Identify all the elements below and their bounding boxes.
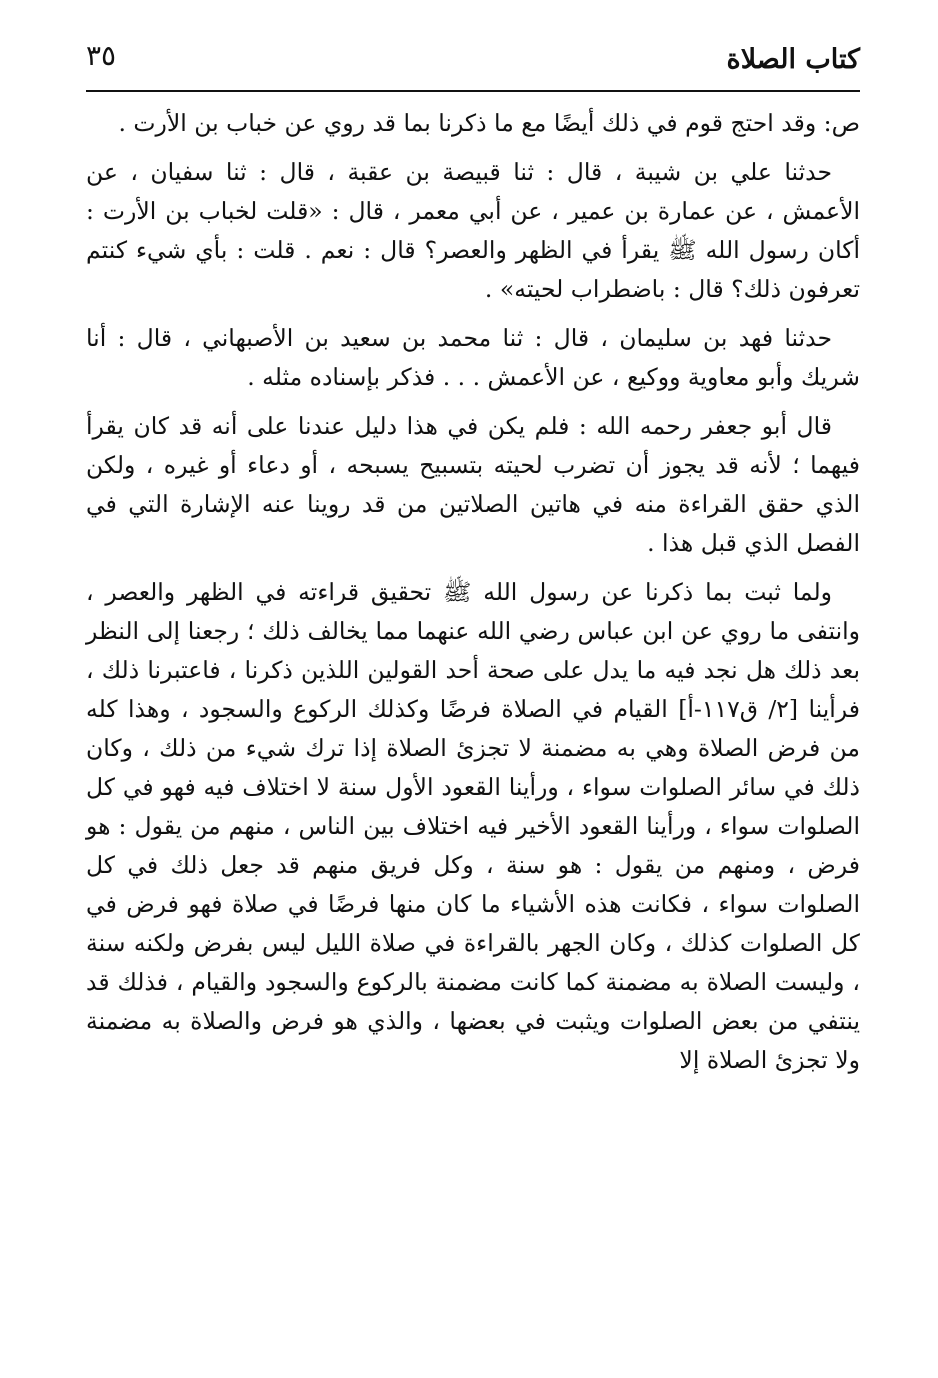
paragraph-intro: ص: وقد احتج قوم في ذلك أيضًا مع ما ذكرنا بما قد روي عن خباب بن الأرت . (118, 109, 860, 137)
page-body (86, 104, 860, 1090)
page-header (86, 34, 860, 84)
chapter-title: كتاب الصلاة (726, 44, 860, 75)
paragraph-abu-jafar: قال أبو جعفر رحمه الله : فلم يكن في هذا دليل عندنا على أنه قد كان يقرأ فيهما ؛ لأنه قد يجوز أن تضرب لحيته بتسبيح يسبحه ، أو دعاء أو غيره ، ولكن الذي حقق القراءة منه في هاتين الصلاتين من قد روينا عنه الإشارة التي في الفصل الذي قبل هذا . (86, 412, 860, 557)
paragraph-analysis: ولما ثبت بما ذكرنا عن رسول الله ﷺ تحقيق قراءته في الظهر والعصر ، وانتفى ما روي عن ابن عباس رضي الله عنهما مما يخالف ذلك ؛ رجعنا إلى النظر بعد ذلك هل نجد فيه ما يدل على صحة أحد القولين اللذين ذكرنا ، فاعتبرنا ذلك ، فرأينا [٢/ ق١١٧-أ] القيام في الصلاة فرضًا وكذلك الركوع والسجود ، وهذا كله من فرض الصلاة وهي به مضمنة لا تجزئ الصلاة إذا ترك شيء من ذلك ، وكان ذلك في سائر الصلوات سواء ، ورأينا القعود الأول سنة لا اختلاف فيه فهو في كل الصلوات سواء ، ورأينا القعود الأخير فيه اختلاف بين الناس ، منهم من يقول : هو فرض ، ومنهم من يقول : هو سنة ، وكل فريق منهم قد جعل ذلك في كل الصلوات سواء ، فكانت هذه الأشياء ما كان منها فرضًا في صلاة فهو فرض في كل الصلوات كذلك ، وكان الجهر بالقراءة في صلاة الليل ليس بفرض ولكنه سنة ، وليست الصلاة به مضمنة كما كانت مضمنة بالركوع والسجود والقيام ، فذلك قد ينتفي من بعض الصلوات ويثبت في بعضها ، والذي هو فرض والصلاة به مضمنة ولا تجزئ الصلاة إلا (86, 578, 860, 1074)
paragraph-hadith-1: حدثنا علي بن شيبة ، قال : ثنا قبيصة بن عقبة ، قال : ثنا سفيان ، عن الأعمش ، عن عمارة بن عمير ، عن أبي معمر ، قال : «قلت لخباب بن الأرت : أكان رسول الله ﷺ يقرأ في الظهر والعصر؟ قال : نعم . قلت : بأي شيء كنتم تعرفون ذلك؟ قال : باضطراب لحيته» . (86, 158, 860, 303)
header-divider (86, 90, 860, 92)
page-number: ٣٥ (86, 39, 117, 72)
paragraph-hadith-2: حدثنا فهد بن سليمان ، قال : ثنا محمد بن سعيد بن الأصبهاني ، قال : أنا شريك وأبو معاوية ووكيع ، عن الأعمش . . . فذكر بإسناده مثله . (86, 324, 860, 391)
